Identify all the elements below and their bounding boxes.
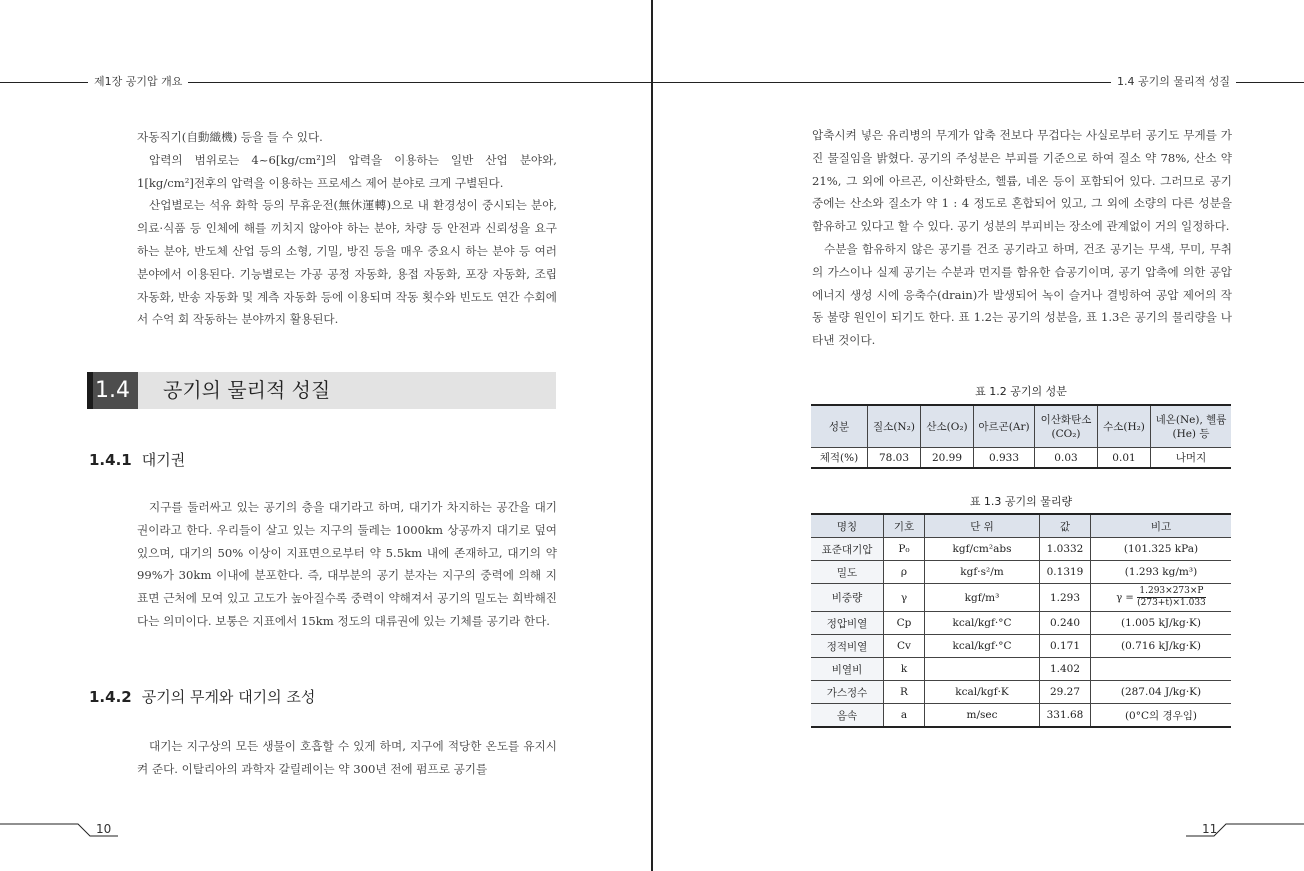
table-row bbox=[811, 612, 1231, 635]
table-cell: kcal/kgf·K bbox=[925, 681, 1040, 704]
table-header-row bbox=[811, 514, 1231, 538]
table-cell: 음속 bbox=[811, 704, 884, 728]
table-cell: 29.27 bbox=[1040, 681, 1091, 704]
table-row bbox=[811, 561, 1231, 584]
table-cell: 78.03 bbox=[868, 448, 921, 469]
table-air-composition bbox=[811, 404, 1231, 469]
subsection-1-paragraph: 지구를 둘러싸고 있는 공기의 층을 대기라고 하며, 대기가 차지하는 공간을 대기권이라고 한다. 우리들이 살고 있는 지구의 둘레는 1000km 상공까지 대기로 덮여 있으며, 대기의 50% 이상이 지표면으로부터 약 5.5km 내에 존재하고, 대기의 약 99%가 30km 이내에 분포한다. 즉, 대부분의 공기 분자는 지구의 중력에 의해 지표면 근처에 모여 있고 고도가 높아질수록 중력이 약해져서 공기의 밀도는 희박해진다는 의미이다. 보통은 지표에서 15km 정도의 대류권에 있는 기체를 공기라 한다. bbox=[137, 500, 557, 628]
table-row-label: 체적(%) bbox=[811, 448, 868, 469]
intro-paragraph-1: 자동직기(自動織機) 등을 들 수 있다. bbox=[137, 130, 323, 144]
formula-denominator: (273+t)×1.033 bbox=[1137, 598, 1206, 608]
table-cell: (1.005 kJ/kg·K) bbox=[1091, 612, 1232, 635]
table-header-cell: 단 위 bbox=[925, 514, 1040, 538]
formula-cell bbox=[1091, 584, 1232, 612]
table-cell: 0.240 bbox=[1040, 612, 1091, 635]
table-header-cell: 네온(Ne), 헬륨(He) 등 bbox=[1151, 405, 1232, 448]
table-cell: 0.1319 bbox=[1040, 561, 1091, 584]
formula-lhs: γ = bbox=[1116, 592, 1134, 604]
subsection-title-1: 대기권 bbox=[141, 451, 186, 469]
table-row bbox=[811, 658, 1231, 681]
table-row bbox=[811, 635, 1231, 658]
table-cell: m/sec bbox=[925, 704, 1040, 728]
table-cell: R bbox=[884, 681, 925, 704]
table-cell: 0.03 bbox=[1035, 448, 1098, 469]
table-cell: Cv bbox=[884, 635, 925, 658]
formula-fraction bbox=[1137, 586, 1206, 609]
table-1-3-caption: 표 1.3 공기의 물리량 bbox=[969, 495, 1073, 508]
subsection-1-text bbox=[137, 496, 557, 633]
table-cell: kgf/m³ bbox=[925, 584, 1040, 612]
intro-paragraph-3: 산업별로는 석유 화학 등의 무휴운전(無休運轉)으로 내 환경성이 중시되는 분야, 의료·식품 등 인체에 해를 끼치지 않아야 하는 분야, 차량 등 안전과 신뢰성을 요구하는 분야, 반도체 산업 등의 소형, 기밀, 방진 등을 매우 중요시 하는 분야 등 여러 분야에서 이용된다. 기능별로는 가공 공정 자동화, 용접 자동화, 포장 자동화, 조립 자동화, 반송 자동화 및 계측 자동화 등에 이용되며 작동 횟수와 빈도도 연간 수회에서 수억 회 작동하는 분야까지 활용된다. bbox=[137, 198, 557, 327]
table-cell bbox=[1091, 658, 1232, 681]
table-cell: 0.01 bbox=[1098, 448, 1151, 469]
subsection-heading-1 bbox=[89, 449, 185, 470]
table-header-cell: 명칭 bbox=[811, 514, 884, 538]
table-cell: 나머지 bbox=[1151, 448, 1232, 469]
table-cell: kcal/kgf·°C bbox=[925, 635, 1040, 658]
subsection-heading-2 bbox=[89, 686, 315, 707]
table-cell: 1.0332 bbox=[1040, 538, 1091, 561]
table-row bbox=[811, 681, 1231, 704]
subsection-number-2: 1.4.2 bbox=[89, 688, 132, 706]
table-cell: 1.293 bbox=[1040, 584, 1091, 612]
subsection-number-1: 1.4.1 bbox=[89, 451, 132, 469]
page-number-left: 10 bbox=[96, 822, 112, 836]
table-cell: 331.68 bbox=[1040, 704, 1091, 728]
table-cell: kgf/cm²abs bbox=[925, 538, 1040, 561]
right-paragraph-2: 수분을 함유하지 않은 공기를 건조 공기라고 하며, 건조 공기는 무색, 무미, 무취의 가스이나 실제 공기는 수분과 먼지를 함유한 습공기이며, 공기 압축에 의한 공압 에너지 생성 시에 응축수(drain)가 발생되어 녹이 슬거나 결빙하여 공압 제어의 작동 불량 원인이 되기도 한다. 표 1.2는 공기의 성분을, 표 1.3은 공기의 물리량을 나타낸 것이다. bbox=[812, 241, 1232, 348]
table-cell: kcal/kgf·°C bbox=[925, 612, 1040, 635]
table-cell: ρ bbox=[884, 561, 925, 584]
table-header-cell: 산소(O₂) bbox=[921, 405, 974, 448]
table-cell: a bbox=[884, 704, 925, 728]
table-1-2-caption: 표 1.2 공기의 성분 bbox=[975, 385, 1067, 398]
subsection-2-paragraph: 대기는 지구상의 모든 생물이 호흡할 수 있게 하며, 지구에 적당한 온도를 유지시켜 준다. 이탈리아의 과학자 갈릴레이는 약 300년 전에 펌프로 공기를 bbox=[137, 739, 557, 776]
table-cell: 1.402 bbox=[1040, 658, 1091, 681]
subsection-title-2: 공기의 무게와 대기의 조성 bbox=[141, 688, 316, 706]
table-cell: 표준대기압 bbox=[811, 538, 884, 561]
table-air-physical-quantities bbox=[811, 513, 1231, 728]
running-head-right: 1.4 공기의 물리적 성질 bbox=[1111, 75, 1236, 89]
table-cell: 밀도 bbox=[811, 561, 884, 584]
table-header-cell: 아르곤(Ar) bbox=[974, 405, 1035, 448]
page-number-right: 11 bbox=[1202, 822, 1218, 836]
table-cell: P₀ bbox=[884, 538, 925, 561]
table-header-cell: 성분 bbox=[811, 405, 868, 448]
table-cell: 비중량 bbox=[811, 584, 884, 612]
table-cell: (1.293 kg/m³) bbox=[1091, 561, 1232, 584]
table-cell: (101.325 kPa) bbox=[1091, 538, 1232, 561]
table-cell: (287.04 J/kg·K) bbox=[1091, 681, 1232, 704]
intro-paragraph-2: 압력의 범위로는 4~6[kg/cm²]의 압력을 이용하는 일반 산업 분야와, 1[kg/cm²]전후의 압력을 이용하는 프로세스 제어 분야로 크게 구별된다. bbox=[137, 152, 557, 190]
table-header-cell: 수소(H₂) bbox=[1098, 405, 1151, 448]
section-title: 공기의 물리적 성질 bbox=[163, 378, 331, 402]
table-cell: 가스정수 bbox=[811, 681, 884, 704]
table-header-row bbox=[811, 405, 1231, 448]
table-cell: 비열비 bbox=[811, 658, 884, 681]
table-header-cell: 이산화탄소 (CO₂) bbox=[1035, 405, 1098, 448]
right-paragraph-1: 압축시켜 넣은 유리병의 무게가 압축 전보다 무겁다는 사실로부터 공기도 무게를 가진 물질임을 밝혔다. 공기의 주성분은 부피를 기준으로 하여 질소 약 78%, 산소 약 21%, 그 외에 아르곤, 이산화탄소, 헬륨, 네온 등이 포함되어 있다. 그러므로 공기 중에는 산소와 질소가 약 1 : 4 정도로 혼합되어 있고, 그 외에 소량의 다른 성분을 함유하고 있다고 할 수 있다. 공기 성분의 부피비는 장소에 관계없이 거의 일정하다. bbox=[812, 128, 1233, 234]
table-header-cell: 값 bbox=[1040, 514, 1091, 538]
right-body-text bbox=[812, 124, 1232, 352]
table-cell: 0.933 bbox=[974, 448, 1035, 469]
table-header-cell: 질소(N₂) bbox=[868, 405, 921, 448]
running-head-left: 제1장 공기압 개요 bbox=[88, 75, 188, 89]
table-cell: (0.716 kJ/kg·K) bbox=[1091, 635, 1232, 658]
table-cell bbox=[925, 658, 1040, 681]
table-row bbox=[811, 704, 1231, 728]
table-header-cell: 기호 bbox=[884, 514, 925, 538]
table-cell: γ bbox=[884, 584, 925, 612]
table-cell: 20.99 bbox=[921, 448, 974, 469]
subsection-2-text bbox=[137, 735, 557, 781]
table-cell: Cp bbox=[884, 612, 925, 635]
table-row bbox=[811, 448, 1231, 469]
formula-numerator: 1.293×273×P bbox=[1139, 586, 1204, 596]
table-cell: 정적비열 bbox=[811, 635, 884, 658]
table-header-cell: 비고 bbox=[1091, 514, 1232, 538]
table-cell: k bbox=[884, 658, 925, 681]
section-number: 1.4 bbox=[87, 372, 138, 409]
section-heading bbox=[87, 372, 556, 409]
table-cell: kgf·s²/m bbox=[925, 561, 1040, 584]
table-row bbox=[811, 538, 1231, 561]
table-cell: 0.171 bbox=[1040, 635, 1091, 658]
intro-text bbox=[137, 126, 557, 331]
table-cell: 정압비열 bbox=[811, 612, 884, 635]
table-row bbox=[811, 584, 1231, 612]
table-cell: (0°C의 경우임) bbox=[1091, 704, 1232, 728]
